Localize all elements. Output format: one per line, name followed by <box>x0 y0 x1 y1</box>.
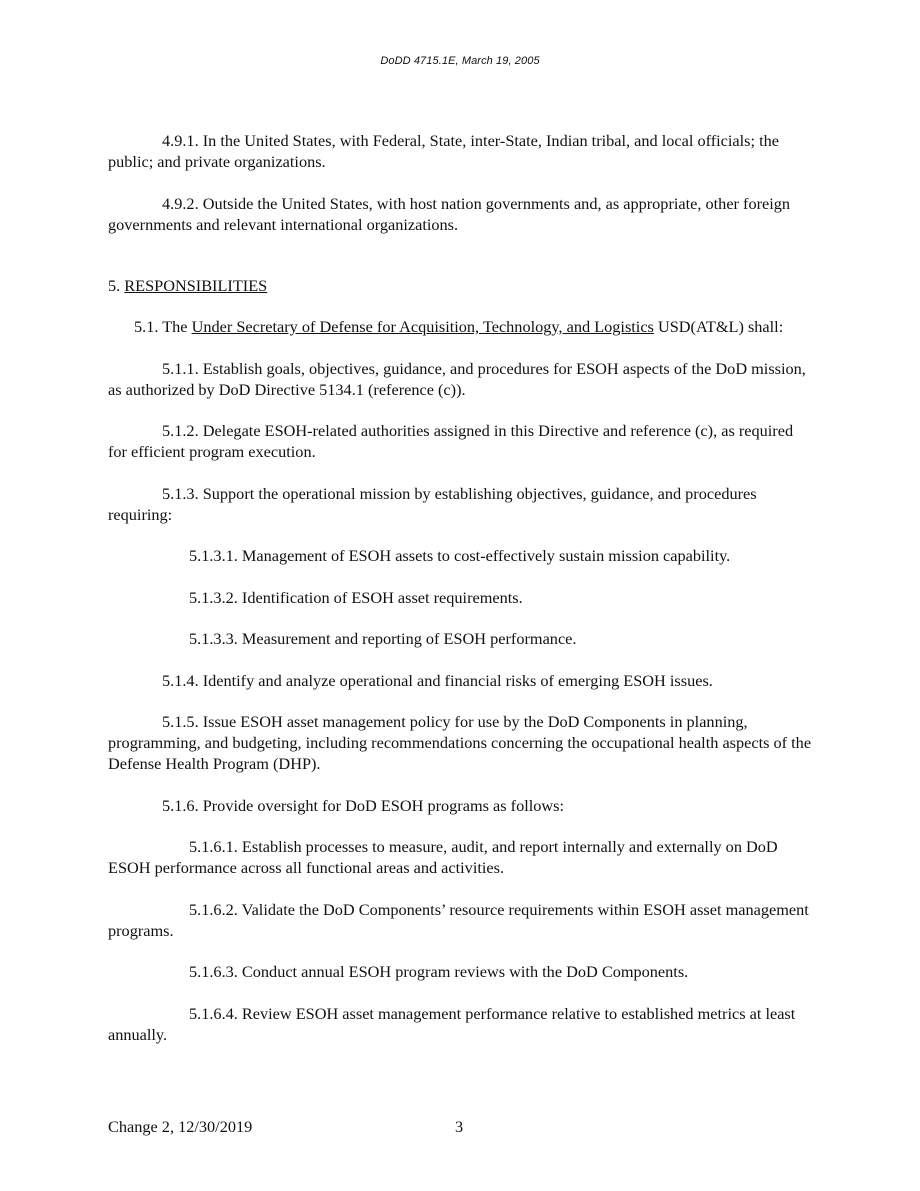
usd-atl-title: Under Secretary of Defense for Acquisition, Technology, and Logistics <box>191 317 654 336</box>
paragraph-4-9-1: 4.9.1. In the United States, with Federal, State, inter-State, Indian tribal, and local officials; the public; and private organizations. <box>108 131 779 171</box>
paragraph-5-1-2: 5.1.2. Delegate ESOH-related authorities assigned in this Directive and reference (c), as required for efficient program execution. <box>108 421 794 461</box>
paragraph-5-1-3: 5.1.3. Support the operational mission by establishing objectives, guidance, and procedures requiring: <box>108 483 757 524</box>
footer-page-number: 3 <box>455 1117 464 1136</box>
paragraph-5-1-6-4: 5.1.6.4. Review ESOH asset management performance relative to established metrics at least annually. <box>108 1003 796 1044</box>
document-header <box>0 55 920 67</box>
paragraph-5-1 <box>108 316 813 337</box>
paragraph-5-1-1: 5.1.1. Establish goals, objectives, guidance, and procedures for ESOH aspects of the DoD mission, as authorized by DoD Directive 5134.1 (reference (c)). <box>108 358 806 399</box>
paragraph-5-1-3-1: 5.1.3.1. Management of ESOH assets to cost-effectively sustain mission capability. <box>189 546 731 565</box>
paragraph-5-1-5: 5.1.5. Issue ESOH asset management policy for use by the DoD Components in planning, programming, and budgeting, including recommendations concerning the occupational health aspects of the Defense Health Program (DHP). <box>108 712 812 773</box>
paragraph-5-1-6-2: 5.1.6.2. Validate the DoD Components’ resource requirements within ESOH asset management programs. <box>108 899 809 940</box>
section-5-heading <box>108 275 813 296</box>
paragraph-5-1-prefix: 5.1. The <box>134 317 192 336</box>
header-doc-id: DoDD 4715.1E, March 19, 2005 <box>380 55 540 67</box>
section-5-number: 5. <box>108 275 125 295</box>
paragraph-5-1-3-3: 5.1.3.3. Measurement and reporting of ESOH performance. <box>189 629 577 648</box>
paragraph-5-1-6-3: 5.1.6.3. Conduct annual ESOH program reviews with the DoD Components. <box>189 962 689 981</box>
paragraph-5-1-6: 5.1.6. Provide oversight for DoD ESOH programs as follows: <box>162 795 565 815</box>
paragraph-5-1-suffix: USD(AT&L) shall: <box>653 317 784 336</box>
footer-change-date: Change 2, 12/30/2019 <box>108 1117 253 1136</box>
section-5-title: RESPONSIBILITIES <box>124 275 268 295</box>
paragraph-5-1-3-2: 5.1.3.2. Identification of ESOH asset requirements. <box>189 587 523 607</box>
paragraph-4-9-2: 4.9.2. Outside the United States, with host nation governments and, as appropriate, other foreign governments and relevant international organizations. <box>108 193 791 234</box>
paragraph-5-1-6-1: 5.1.6.1. Establish processes to measure, audit, and report internally and externally on DoD ESOH performance across all functional areas and activities. <box>108 837 778 877</box>
paragraph-5-1-4: 5.1.4. Identify and analyze operational and financial risks of emerging ESOH issues. <box>162 670 713 690</box>
document-body <box>108 130 813 1065</box>
